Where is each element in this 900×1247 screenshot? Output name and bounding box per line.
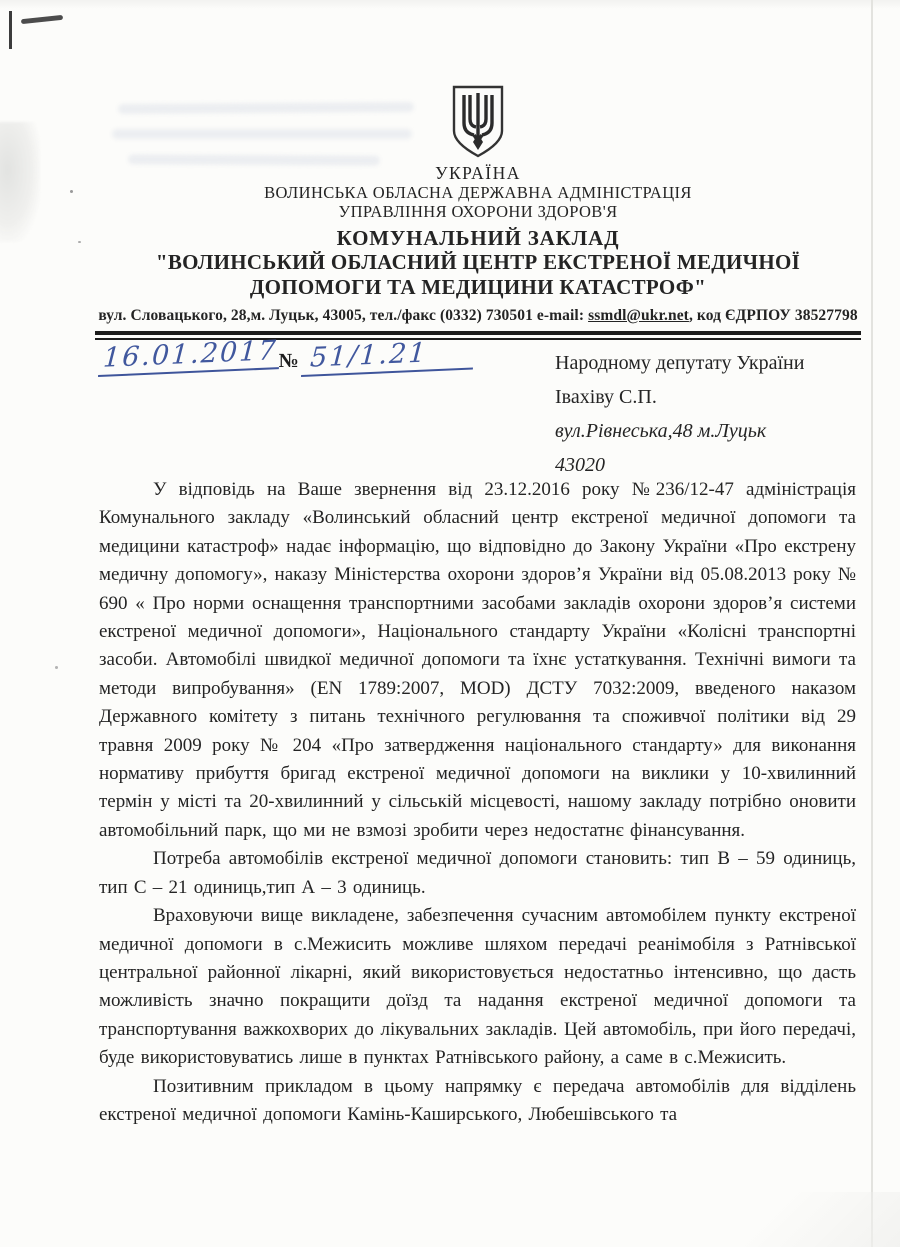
contact-address: вул. Словацького, 28,м. Луцьк, 43005, тел./факс (0332) 730501 e-mail: xyxy=(98,307,589,324)
letterhead-country: УКРАЇНА xyxy=(435,163,521,183)
paper-crumple-shadow xyxy=(0,122,40,242)
scan-top-shade xyxy=(0,0,900,9)
number-sign: № xyxy=(278,350,299,372)
scan-corner-shadow xyxy=(680,1192,900,1247)
handwritten-date: 16.01.2017 xyxy=(98,336,280,377)
body-paragraph-4: Позитивним прикладом в цьому напрямку є передача автомобілів для відділень екстреної медичної допомоги Камінь-Каширського, Любешівського та xyxy=(99,1075,856,1125)
letterhead-contact-line xyxy=(56,307,900,325)
letterhead-org-name-line1: "ВОЛИНСЬКИЙ ОБЛАСНИЙ ЦЕНТР ЕКСТРЕНОЇ МЕДИЧНОЇ xyxy=(155,250,801,274)
handwritten-ref-number: 51/1.21 xyxy=(301,336,475,377)
letterhead-administration: ВОЛИНСЬКА ОБЛАСНА ДЕРЖАВНА АДМІНІСТРАЦІЯ xyxy=(264,183,692,202)
letterhead-org-type: КОМУНАЛЬНИЙ ЗАКЛАД xyxy=(336,226,620,250)
recipient-name: Івахіву С.П. xyxy=(555,386,657,408)
scan-artifact-line xyxy=(9,11,12,49)
recipient-block xyxy=(555,346,804,482)
scan-speck xyxy=(55,666,58,669)
ukraine-trident-emblem-icon xyxy=(450,84,506,162)
reference-line xyxy=(98,335,473,377)
letterhead-department: УПРАВЛІННЯ ОХОРОНИ ЗДОРОВ'Я xyxy=(338,202,618,221)
recipient-title: Народному депутату України xyxy=(555,352,805,374)
recipient-postcode: 43020 xyxy=(555,454,605,476)
letter-body xyxy=(99,476,856,1129)
body-paragraph-3: Враховуючи вище викладене, забезпечення сучасним автомобілем пункту екстреної медичної допомоги в с.Межисить можливе шляхом передачі реанімобіля з Ратнівської центральної районної лікарні, який використовується недостатньо інтенсивно, що дасть можливість значно покращити доїзд та надання екстреної медичної допомоги та транспортування важкохворих до лікувальних закладів. Цей автомобіль, при його передачі, буде використовуватись лише в пунктах Ратнівського району, а саме в с.Межисить. xyxy=(99,905,856,1069)
body-paragraph-1: У відповідь на Ваше звернення від 23.12.2016 року №236/12-47 адміністрація Комунального закладу «Волинський обласний центр екстреної медичної допомоги та медицини катастроф» надає інформацію, що відповідно до Закону України «Про екстрену медичну допомогу», наказу Міністерства охорони здоров’я України від 05.08.2013 року № 690 « Про норми оснащення транспортними засобами закладів охорони здоров’я системи екстреної медичної допомоги», Національного стандарту України «Колісні транспортні засоби. Автомобілі швидкої медичної допомоги та їхнє устаткування. Технічні вимоги та методи випробування» (EN 1789:2007, MOD) ДСТУ 7032:2009, введеного наказом Державного комітету з питань технічного регулювання та споживчої політики від 29 травня 2009 року № 204 «Про затвердження національного стандарту» для виконання нормативу прибуття бригад екстреної медичної допомоги на виклики у 10-хвилинний термін у місті та 20-хвилинний у сільській місцевості, нашому закладу потрібно оновити автомобільний парк, що ми не взмозі зробити через недостатнє фінансування. xyxy=(99,479,856,841)
contact-edrpou-code: , код ЄДРПОУ 38527798 xyxy=(688,307,858,324)
body-paragraph-2: Потреба автомобілів екстреної медичної допомоги становить: тип В – 59 одиниць, тип С – 21 одиниць,тип А – 3 одиниць. xyxy=(99,848,856,898)
letterhead-org-name-line2: ДОПОМОГИ ТА МЕДИЦИНИ КАТАСТРОФ" xyxy=(249,275,707,299)
scan-artifact-dash xyxy=(21,15,63,24)
recipient-street: вул.Рівнеська,48 м.Луцьк xyxy=(555,420,767,442)
letterhead xyxy=(56,84,900,325)
contact-email: ssmdl@ukr.net xyxy=(588,307,689,324)
